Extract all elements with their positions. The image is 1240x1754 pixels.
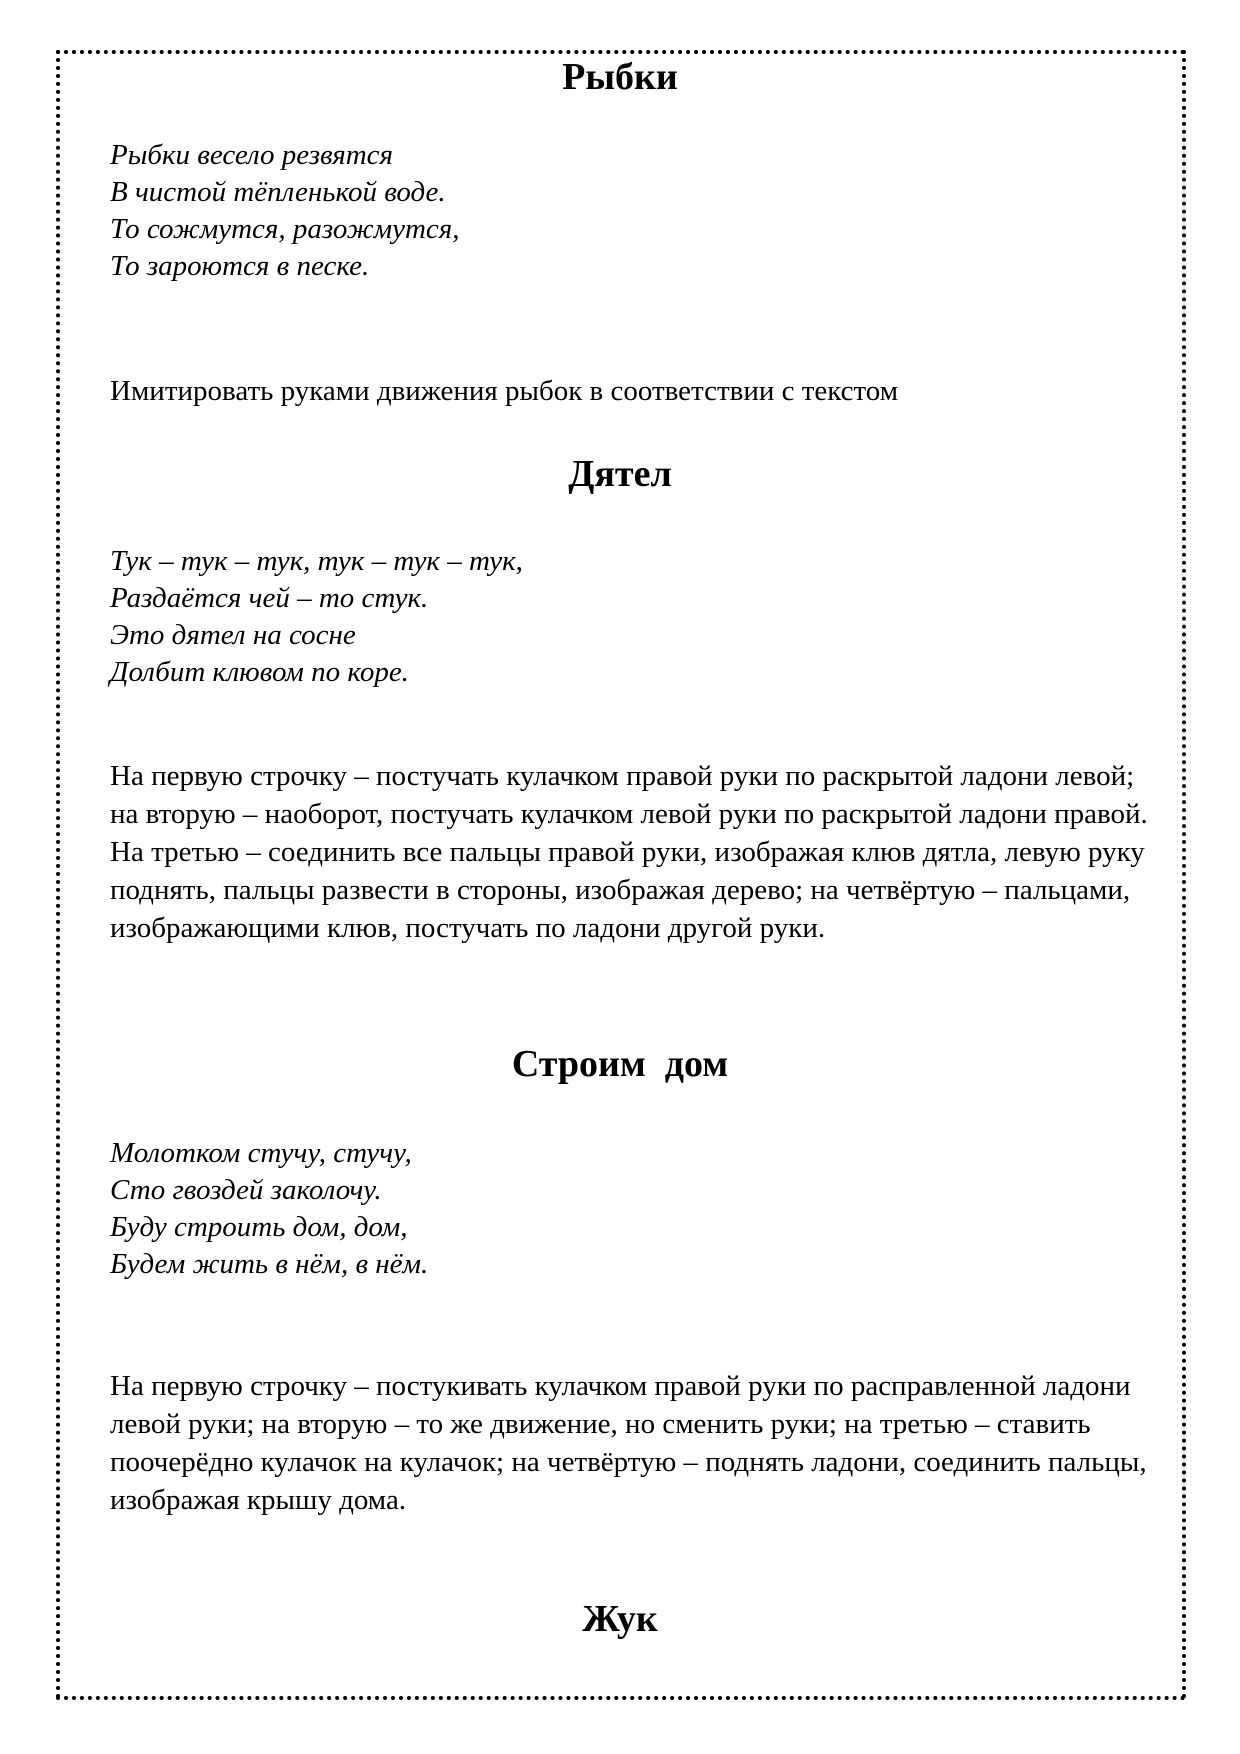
poem-line: Тук – тук – тук, тук – тук – тук,: [110, 545, 523, 577]
section-title-dyatel: Дятел: [568, 453, 672, 495]
poem-line: То зароются в песке.: [110, 250, 370, 282]
poem-stroim-dom: [110, 1135, 428, 1283]
poem-line: Молотком стучу, стучу,: [110, 1137, 412, 1169]
poem-line: Это дятел на сосне: [110, 619, 356, 651]
instruction-dyatel: На первую строчку – постучать кулачком правой руки по раскрытой ладони левой; на вторую – наоборот, постучать кулачком левой руки по раскрытой ладони правой. На третью – соединить все пальцы правой руки, изображая клюв дятла, левую руку поднять, пальцы развести в стороны, изображая дерево; на четвёртую – пальцами, изображающими клюв, постучать по ладони другой руки.: [110, 760, 1148, 944]
instruction-rybki: Имитировать руками движения рыбок в соответствии с текстом: [110, 375, 899, 407]
poem-line: Раздаётся чей – то стук.: [110, 582, 429, 614]
poem-line: В чистой тёпленькой воде.: [110, 176, 446, 208]
poem-line: То сожмутся, разожмутся,: [110, 213, 460, 245]
poem-line: Рыбки весело резвятся: [110, 139, 394, 171]
section-title-zhuk: Жук: [582, 1598, 658, 1640]
instruction-stroim-dom: На первую строчку – постукивать кулачком правой руки по расправленной ладони левой руки; на вторую – то же движение, но сменить руки; на третью – ставить поочерёдно кулачок на кулачок; на четвёртую – поднять ладони, соединить пальцы, изображая крышу дома.: [110, 1370, 1147, 1516]
poem-line: Будем жить в нём, в нём.: [110, 1248, 429, 1280]
poem-rybki: [110, 137, 460, 285]
poem-line: Долбит клювом по коре.: [110, 656, 409, 688]
section-title-rybki: Рыбки: [562, 56, 678, 98]
section-title-stroim-dom: Строим дом: [511, 1043, 729, 1085]
poem-line: Сто гвоздей заколочу.: [110, 1174, 382, 1206]
poem-line: Буду строить дом, дом,: [110, 1211, 408, 1243]
poem-dyatel: [110, 543, 523, 691]
